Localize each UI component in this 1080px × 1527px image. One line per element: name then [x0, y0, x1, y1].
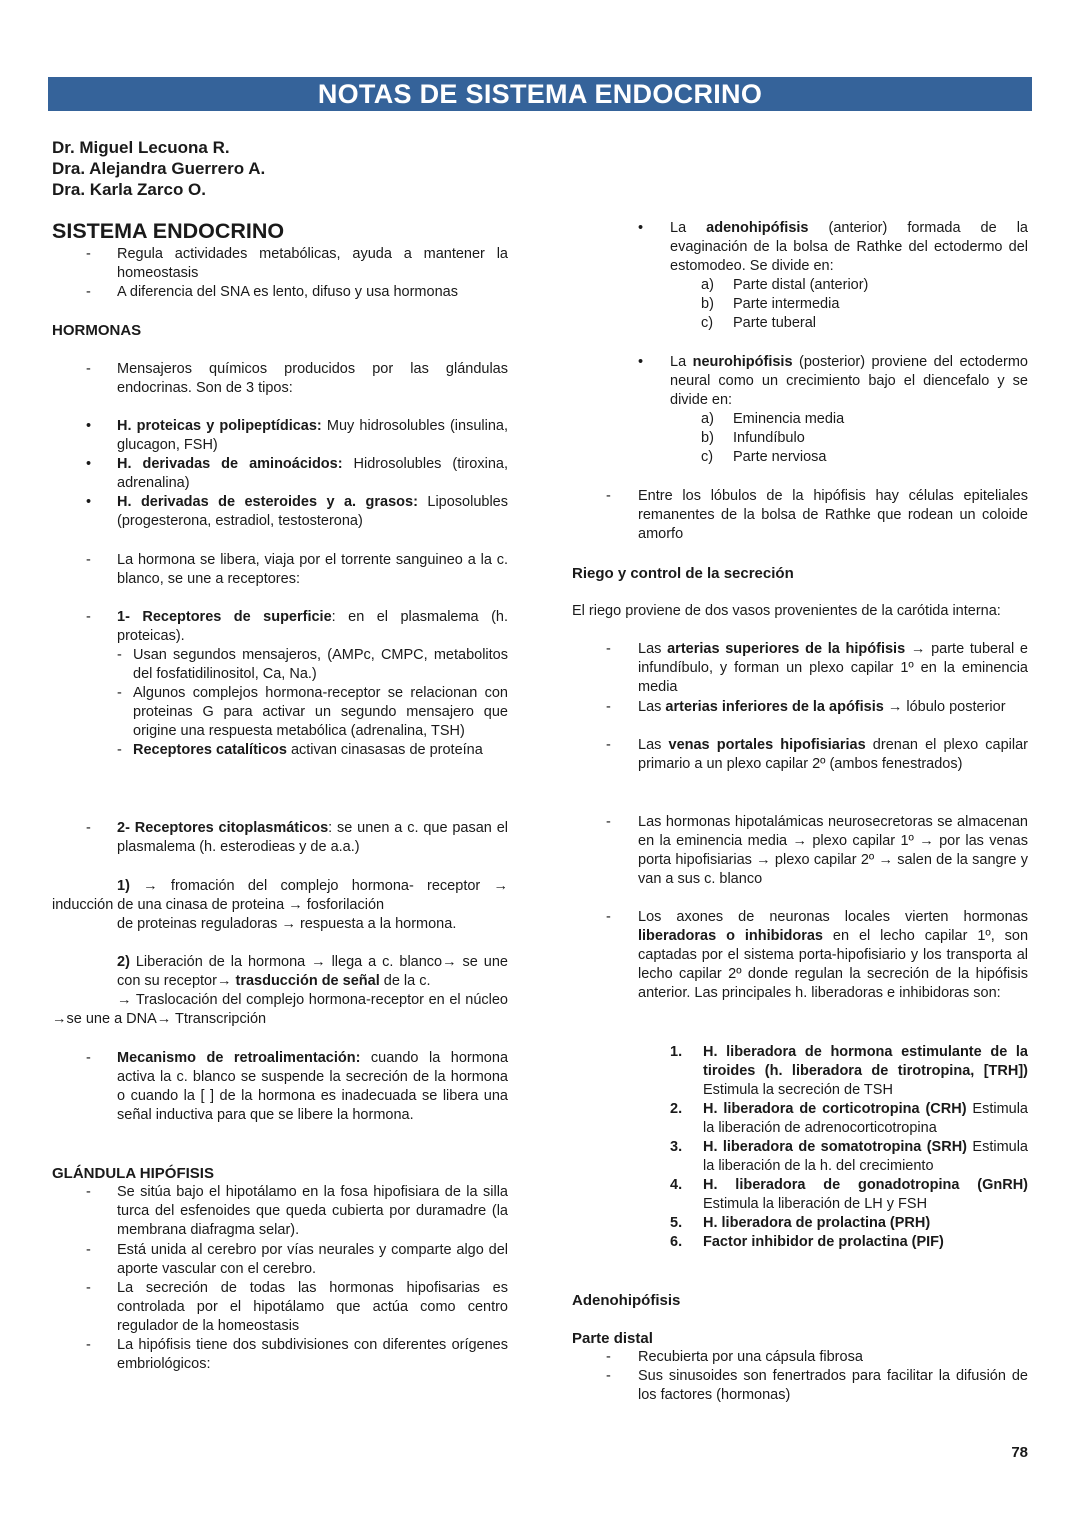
- page-number: 78: [1011, 1444, 1028, 1461]
- item-text: Parte nerviosa: [733, 449, 827, 465]
- bold-term: H. liberadora de somatotropina (SRH): [703, 1139, 968, 1155]
- item-text: La: [670, 220, 707, 236]
- step-2: [117, 953, 508, 991]
- item-text: Algunos complejos hormona-receptor se relacionan con proteinas G para activar un segundo mensajero que origine una respuesta metabólica (adrenalina, TSH): [133, 685, 508, 739]
- list-item: [117, 819, 508, 857]
- bold-term: H. proteicas y polipeptídicas:: [117, 418, 322, 434]
- item-number: 5.: [670, 1215, 683, 1231]
- bold-term: 2- Receptores citoplasmáticos: [117, 820, 329, 836]
- step-number: 1): [117, 878, 130, 894]
- list-item: La hipófisis tiene dos subdivisiones con diferentes orígenes embriológicos:: [117, 1337, 508, 1372]
- step-2-cont: → Traslocación del complejo hormona-receptor en el núcleo →se une a DNA→ Ttranscripción: [52, 992, 508, 1027]
- item-text: Hidrosolubles (tiroxina, adrenalina): [117, 456, 508, 491]
- sub-item: [701, 276, 868, 295]
- dash-marker: -: [117, 647, 122, 663]
- letter: b): [701, 430, 714, 446]
- list-item: [638, 698, 1028, 717]
- list-item: [670, 1176, 1028, 1214]
- item-text: Estimula la liberación de la h. del crecimiento: [703, 1139, 1028, 1174]
- dash-marker: -: [86, 609, 91, 625]
- list-item: Sus sinusoides son fenertrados para facilitar la difusión de los factores (hormonas): [638, 1368, 1028, 1403]
- list-item: [638, 736, 1028, 774]
- list-item: Entre los lóbulos de la hipófisis hay células epiteliales remanentes de la bolsa de Rathke que rodean un coloide amorfo: [638, 488, 1028, 542]
- item-text: Eminencia media: [733, 411, 845, 427]
- list-item: [638, 640, 1028, 697]
- item-text: Las: [638, 699, 666, 715]
- list-item: [670, 1138, 1028, 1176]
- author: Dra. Alejandra Guerrero A.: [52, 159, 266, 178]
- sub-item: [701, 314, 868, 333]
- item-text: Usan segundos mensajeros, (AMPc, CMPC, metabolitos del fosfatidilinositol, Ca, Na.): [133, 647, 508, 682]
- dash-marker: -: [86, 1184, 91, 1200]
- adenohipofisis-item: [670, 219, 1028, 276]
- dash-marker: -: [606, 909, 611, 925]
- list-item: Recubierta por una cápsula fibrosa: [638, 1349, 863, 1365]
- letter: c): [701, 449, 714, 465]
- letter: c): [701, 315, 714, 331]
- item-text: Parte intermedia: [733, 296, 840, 312]
- section-heading: GLÁNDULA HIPÓFISIS: [52, 1165, 214, 1182]
- item-text: Muy hidrosolubles (insulina, glucagon, FSH): [117, 418, 509, 453]
- sub-item: [117, 684, 508, 741]
- dash-marker: -: [606, 737, 611, 753]
- item-text: Estimula la liberación de adrenocorticotropina: [703, 1101, 1028, 1136]
- bold-term: liberadoras o inhibidoras: [638, 928, 823, 944]
- list-item: Las hormonas hipotalámicas neurosecretoras se almacenan en la eminencia media → plexo capilar 1º → por las venas porta hipofisiarias → plexo capilar 2º → salen de la sangre y van a sus c. blanco: [638, 814, 1028, 887]
- item-number: 4.: [670, 1177, 683, 1193]
- bold-term: H. derivadas de aminoácidos:: [117, 456, 343, 472]
- sub-list: [701, 276, 868, 333]
- list-item: Se sitúa bajo el hipotálamo en la fosa hipofisiara de la silla turca del esfenoides que queda cubierta por duramadre (la membrana diafragma selar).: [117, 1184, 508, 1238]
- item-text: en el lecho capilar 1º, son captadas por el sistema porta-hipofisiario y los transporta al lecho capilar 2º donde regulan la secreción de la hipófisis anterior. Las principales h. liberadoras e inhibidoras son:: [638, 928, 1029, 1001]
- step-1: [52, 877, 508, 915]
- dash-marker: -: [117, 742, 122, 758]
- sub-item: [701, 410, 844, 429]
- item-text: : en el plasmalema (h. proteicas).: [117, 609, 508, 644]
- list-item: A diferencia del SNA es lento, difuso y usa hormonas: [117, 284, 458, 300]
- sub-item: [701, 295, 868, 314]
- step-number: 2): [117, 954, 130, 970]
- list-item: [117, 455, 508, 493]
- dash-marker: -: [606, 641, 611, 657]
- bold-term: H. liberadora de gonadotropina (GnRH): [703, 1177, 1028, 1193]
- list-item: Regula actividades metabólicas, ayuda a mantener la homeostasis: [117, 246, 508, 281]
- dash-marker: -: [606, 814, 611, 830]
- bullet-marker: •: [638, 354, 644, 370]
- item-text: Liposolubles (progesterona, estradiol, testosterona): [117, 494, 508, 529]
- item-text: Parte tuberal: [733, 315, 817, 331]
- bold-term: H. liberadora de prolactina (PRH): [703, 1215, 931, 1231]
- list-item: Mensajeros químicos producidos por las glándulas endocrinas. Son de 3 tipos:: [117, 361, 508, 396]
- item-text: Liberación de la hormona → llega a c. blanco→ se une con su receptor→: [117, 954, 508, 989]
- page-title: NOTAS DE SISTEMA ENDOCRINO: [48, 77, 1032, 111]
- item-text: cuando la hormona activa la c. blanco se suspende la secreción de la hormona o cuando la [ ] de la hormona es inadecuada se libera una señal inductiva para que se libere la hormona.: [117, 1050, 509, 1123]
- author: Dr. Miguel Lecuona R.: [52, 138, 230, 157]
- item-text: de la c.: [379, 973, 431, 989]
- list-item: [117, 1049, 508, 1125]
- dash-marker: -: [86, 1280, 91, 1296]
- author: Dra. Karla Zarco O.: [52, 180, 207, 199]
- list-item: [670, 1214, 1028, 1233]
- dash-marker: -: [86, 1050, 91, 1066]
- sub-list: [701, 410, 844, 467]
- dash-marker: -: [86, 552, 91, 568]
- item-text: Infundíbulo: [733, 430, 805, 446]
- section-heading: SISTEMA ENDOCRINO: [52, 219, 285, 243]
- subsection-heading: Parte distal: [572, 1330, 653, 1347]
- item-number: 3.: [670, 1139, 683, 1155]
- letter: a): [701, 277, 714, 293]
- sub-item: [117, 741, 508, 760]
- bullet-marker: •: [86, 418, 92, 434]
- item-number: 6.: [670, 1234, 683, 1250]
- list-item: La secreción de todas las hormonas hipofisarias es controlada por el hipotálamo que actúa como centro regulador de la homeostasis: [117, 1280, 508, 1334]
- bullet-marker: •: [638, 220, 644, 236]
- dash-marker: -: [606, 1368, 611, 1384]
- item-text: (anterior) formada de la evaginación de la bolsa de Rathke del ectodermo del estomodeo. Se divide en:: [670, 220, 1028, 274]
- bold-term: Mecanismo de retroalimentación:: [117, 1050, 361, 1066]
- bold-term: Factor inhibidor de prolactina (PIF): [703, 1234, 944, 1250]
- item-text: Las: [638, 641, 668, 657]
- item-number: 1.: [670, 1044, 683, 1060]
- dash-marker: -: [86, 284, 91, 300]
- dash-marker: -: [86, 1337, 91, 1353]
- bold-term: adenohipófisis: [706, 220, 809, 236]
- item-text: activan cinasasas de proteína: [286, 742, 483, 758]
- item-text: → parte tuberal e infundíbulo, y forman un plexo capilar 1º en la eminencia media: [638, 641, 1028, 695]
- bold-term: H. liberadora de corticotropina (CRH): [703, 1101, 967, 1117]
- dash-marker: -: [86, 1242, 91, 1258]
- dash-marker: -: [606, 1349, 611, 1365]
- item-text: → fromación del complejo hormona- receptor → inducción de una cinasa de proteina → fosforilación: [52, 878, 508, 913]
- section-heading: Adenohipófisis: [572, 1292, 681, 1309]
- item-text: → lóbulo posterior: [883, 699, 1006, 715]
- list-item: [670, 1043, 1028, 1100]
- bullet-marker: •: [86, 494, 92, 510]
- item-text: La: [670, 354, 693, 370]
- item-text: Las: [638, 737, 669, 753]
- item-text: Estimula la secreción de TSH: [703, 1082, 893, 1098]
- section-heading: Riego y control de la secreción: [572, 565, 794, 582]
- dash-marker: -: [86, 820, 91, 836]
- list-item: La hormona se libera, viaja por el torrente sanguineo a la c. blanco, se une a receptores:: [117, 552, 508, 587]
- receptor-superficie: [117, 608, 508, 760]
- hormone-list: [670, 1043, 1028, 1252]
- list-item: [117, 417, 508, 455]
- step-1-cont: de proteinas reguladoras → respuesta a la hormona.: [117, 916, 457, 932]
- letter: b): [701, 296, 714, 312]
- list-item: Está unida al cerebro por vías neurales y comparte algo del aporte vascular con el cerebro.: [117, 1242, 508, 1277]
- dash-marker: -: [606, 488, 611, 504]
- bullet-marker: •: [86, 456, 92, 472]
- sub-item: [117, 646, 508, 684]
- paragraph: El riego proviene de dos vasos provenientes de la carótida interna:: [572, 603, 1001, 619]
- list-item: [117, 493, 508, 531]
- item-text: (posterior) proviene del ectodermo neural como un crecimiento bajo el diencefalo y se divide en:: [670, 354, 1028, 408]
- list-item: [670, 1100, 1028, 1138]
- bold-term: 1- Receptores de superficie: [117, 609, 332, 625]
- bold-term: neurohipófisis: [692, 354, 793, 370]
- letter: a): [701, 411, 714, 427]
- item-number: 2.: [670, 1101, 683, 1117]
- section-heading: HORMONAS: [52, 322, 142, 339]
- dash-marker: -: [117, 685, 122, 701]
- list-item: [670, 1233, 1028, 1252]
- bold-term: arterias inferiores de la apófisis: [665, 699, 884, 715]
- neurohipofisis-item: [670, 353, 1028, 410]
- item-text: : se unen a c. que pasan el plasmalema (h. esterodieas y de a.a.): [117, 820, 508, 855]
- item-text: Estimula la liberación de LH y FSH: [703, 1196, 928, 1212]
- dash-marker: -: [86, 361, 91, 377]
- sub-item: [701, 448, 844, 467]
- bold-term: venas portales hipofisiarias: [668, 737, 866, 753]
- sub-item: [701, 429, 844, 448]
- list-item: [638, 908, 1028, 1003]
- dash-marker: -: [606, 699, 611, 715]
- author-list: [52, 137, 265, 200]
- bold-term: arterias superiores de la hipófisis: [667, 641, 906, 657]
- bold-term: H. derivadas de esteroides y a. grasos:: [117, 494, 418, 510]
- bold-term: H. liberadora de hormona estimulante de la tiroides (h. liberadora de tirotropina, [TRH]): [703, 1044, 1028, 1079]
- dash-marker: -: [86, 246, 91, 262]
- item-text: drenan el plexo capilar primario a un plexo capilar 2º (ambos fenestrados): [638, 737, 1028, 772]
- item-text: Los axones de neuronas locales vierten hormonas: [638, 909, 1028, 925]
- item-text: Parte distal (anterior): [733, 277, 869, 293]
- bold-term: Receptores catalíticos: [133, 742, 287, 758]
- bold-term: trasducción de señal: [235, 973, 380, 989]
